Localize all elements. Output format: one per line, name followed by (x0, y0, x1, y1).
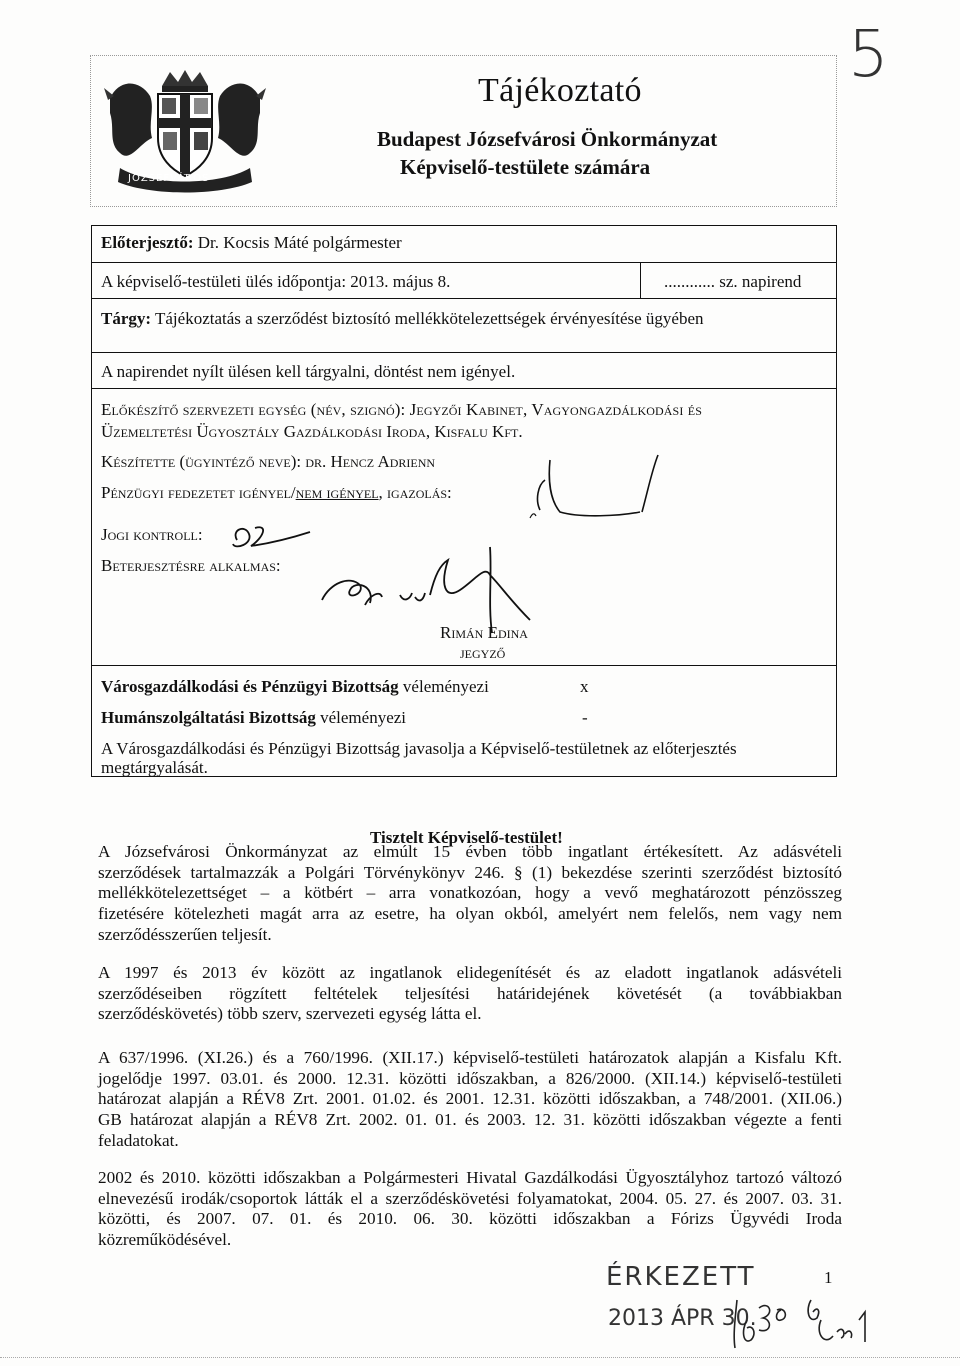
divider (91, 388, 836, 389)
financial-signature (520, 450, 670, 530)
subject-label: Tárgy: (101, 309, 152, 328)
legal-check: Jogi kontroll: (101, 525, 203, 544)
committee2-mark: - (582, 708, 588, 727)
received-stamp: ÉRKEZETT (606, 1262, 756, 1292)
financial-suffix: , igazolás: (378, 483, 452, 502)
paragraph-line: A 1997 és 2013 év között az ingatlanok elidegenítését és az eladott ingatlanok adásvételi (98, 963, 842, 982)
greeting: Tisztelt Képviselő-testület! (370, 828, 563, 847)
divider-vertical (640, 262, 641, 298)
paragraph-line: szerződésszerűen teljesít. (98, 924, 272, 944)
ready-for-submission: Beterjesztésre alkalmas: (101, 556, 281, 575)
paragraph-3 (98, 1048, 842, 1152)
registration-handwriting (725, 1290, 885, 1350)
paragraph-line: közreműködésével. (98, 1230, 232, 1250)
crest-ribbon-text: JÓZSEFVÁROS (128, 173, 210, 184)
paragraph-line: szerződések tartalmazzák a Polgári Törvénykönyv 246. § (1) bekezdése szerinti szerződést biztosító (98, 862, 842, 882)
signer-name: Rimán Edina (440, 623, 528, 642)
signer-title: jegyző (460, 643, 506, 662)
committee2-action: véleményezi (315, 708, 407, 727)
financial-underlined: nem igényel (295, 483, 379, 502)
prep-unit-line2: Üzemeltetési Ügyosztály Gazdálkodási Iroda, Kisfalu Kft. (101, 422, 523, 441)
financial-coverage (101, 483, 452, 503)
notary-signature (320, 545, 600, 635)
prep-unit-line1: Előkészítő szervezeti egység (név, szignó): Jegyzői Kabinet, Vagyongazdálkodási és (101, 400, 702, 419)
document-title: Tájékoztató (478, 72, 642, 109)
paragraph-4 (98, 1168, 842, 1251)
paragraph-line: GB határozat alapján a RÉV8 Zrt. 2002. 01. 01. és 2003. 12. 31. közötti időszakban végezte a fenti (98, 1110, 842, 1130)
page-number: 1 (824, 1268, 833, 1287)
paragraph-line: feladatokat. (98, 1130, 179, 1150)
document-subtitle-line1: Budapest Józsefvárosi Önkormányzat (377, 127, 718, 151)
open-session-note: A napirendet nyílt ülésen kell tárgyalni, döntést nem igényel. (101, 362, 516, 381)
divider (91, 665, 836, 666)
scan-edge (0, 1357, 960, 1358)
subject-row (101, 309, 704, 329)
paragraph-line: határozat alapján a RÉV8 Zrt. 2001. 01.02. és 2001. 12.31. közötti időszakban, a 748/2001. (XII.06.) (98, 1089, 842, 1109)
committee1-mark: x (580, 677, 589, 696)
subject-value: Tájékoztatás a szerződést biztosító mellékkötelezettségek érvényesítése ügyében (155, 309, 704, 328)
committee2-name: Humánszolgáltatási Bizottság (101, 708, 316, 727)
meeting-date: A képviselő-testületi ülés időpontja: 2013. május 8. (101, 272, 451, 291)
recommendation-line2: megtárgyalását. (101, 758, 208, 777)
paragraph-line: szerződéseiben rögzített feltételek teljesítési határidejének követését (a továbbiakban (98, 983, 842, 1003)
divider (91, 262, 836, 263)
received-stamp-date: 2013 ÁPR 30. (608, 1306, 757, 1331)
divider (91, 352, 836, 353)
paragraph-line: mellékkötelezettséget – a kötbért – arra vonatkozóan, hogy a vevő meghatározott pénzösszeg (98, 883, 842, 903)
committee-row-2 (101, 708, 406, 728)
handwritten-page-mark: 5 (848, 18, 889, 92)
paragraph-line: közötti, és 2007. 07. 01. és 2010. 06. 30. közötti időszakban a Fórizs Ügyvédi Iroda (98, 1209, 842, 1229)
paragraph-line: fizetésére kötelezheti magát arra az esetre, ha olyan okból, amelyért nem felelős, nem vagy nem (98, 904, 842, 924)
committee1-name: Városgazdálkodási és Pénzügyi Bizottság (101, 677, 399, 696)
divider (91, 298, 836, 299)
paragraph-line: jogelődje 1997. 03.01. és 2000. 12.31. közötti időszakban, a 826/2000. (XII.14.) képviselő-testületi (98, 1068, 842, 1088)
presenter-value: Dr. Kocsis Máté polgármester (197, 233, 402, 252)
paragraph-line: A Józsefvárosi Önkormányzat az elmúlt 15 évben több ingatlant értékesített. Az adásvételi (98, 842, 842, 861)
presenter-row (101, 233, 402, 253)
legal-check-signature (225, 520, 325, 560)
paragraph-line: A 637/1996. (XI.26.) és a 760/1996. (XII.17.) képviselő-testületi határozatok alapján a Kisfalu Kft. (98, 1048, 842, 1067)
prepared-by: Készítette (ügyintéző neve): dr. Hencz Adrienn (101, 452, 436, 471)
presenter-label: Előterjesztő: (101, 233, 194, 252)
paragraph-line: elnevezésű irodák/csoportok látták el a szerződéskövetési folyamatokat, 2004. 05. 27. és 2007. 03. 31. (98, 1188, 842, 1208)
paragraph-line: 2002 és 2010. közötti időszakban a Polgármesteri Hivatal Gazdálkodási Ügyosztályhoz tartozó változó (98, 1168, 842, 1187)
paragraph-line: szerződéskövetés) több szerv, szervezeti egység látta el. (98, 1004, 482, 1024)
committee-row-1 (101, 677, 489, 697)
document-subtitle-line2: Képviselő-testülete számára (400, 155, 651, 179)
paragraph-1 (98, 842, 842, 946)
agenda-number: ............ sz. napirend (664, 272, 802, 291)
financial-prefix: Pénzügyi fedezetet igényel/ (101, 483, 296, 502)
committee1-action: véleményezi (398, 677, 489, 696)
recommendation-line1: A Városgazdálkodási és Pénzügyi Bizottság javasolja a Képviselő-testületnek az előterjesztés (101, 739, 737, 758)
paragraph-2 (98, 963, 842, 1025)
